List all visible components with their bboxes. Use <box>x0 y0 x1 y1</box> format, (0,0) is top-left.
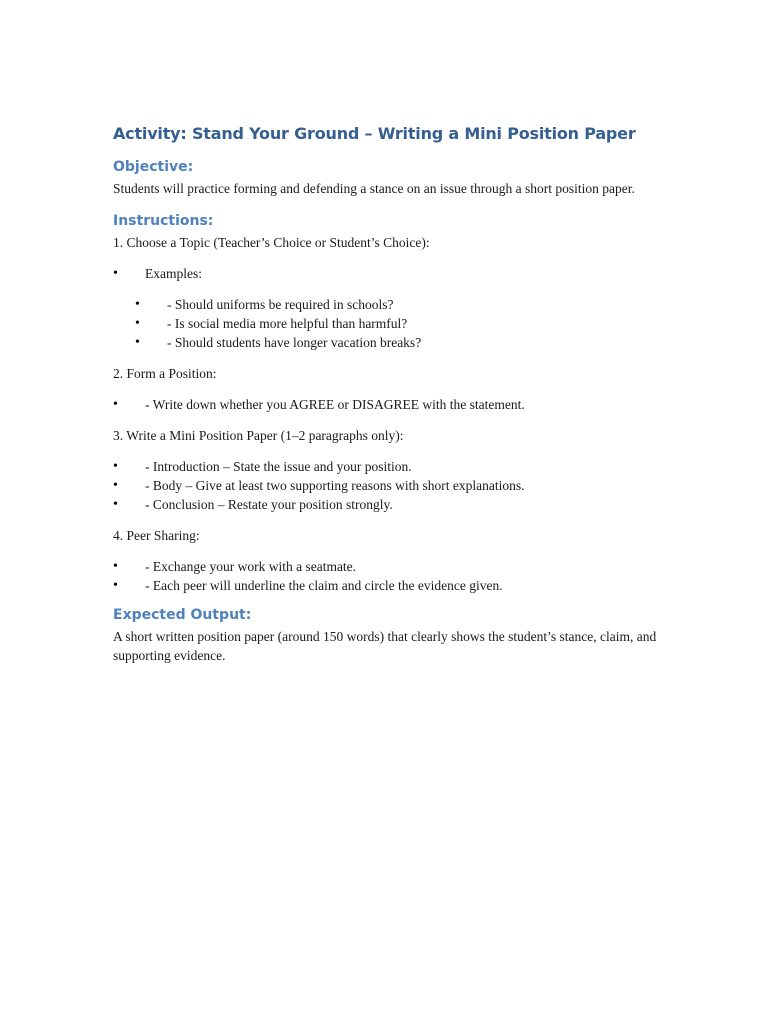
list-item <box>113 495 658 514</box>
step-4-label: 4. Peer Sharing: <box>113 527 200 543</box>
list-item-text: - Body – Give at least two supporting reasons with short explanations. <box>145 477 525 493</box>
step-3-label: 3. Write a Mini Position Paper (1–2 paragraphs only): <box>113 427 404 443</box>
bullet-icon: • <box>113 558 118 574</box>
bullet-icon: • <box>135 315 140 331</box>
instructions-heading: Instructions: <box>113 212 214 229</box>
step-4-bullet-list <box>113 557 658 595</box>
list-item-text: - Exchange your work with a seatmate. <box>145 558 357 574</box>
expected-output-text: A short written position paper (around 150 words) that clearly shows the student’s stance, claim, and supporting evidence. <box>113 628 657 663</box>
document-body <box>113 124 658 680</box>
list-item-text: - Each peer will underline the claim and circle the evidence given. <box>145 577 503 593</box>
list-item <box>113 314 658 333</box>
step-1-sub-bullet-list <box>113 295 658 352</box>
list-item <box>113 476 658 495</box>
bullet-icon: • <box>113 265 118 281</box>
step-3-bullet-list <box>113 457 658 514</box>
list-item <box>113 557 658 576</box>
list-item-text: Examples: <box>145 265 202 281</box>
list-item <box>113 457 658 476</box>
list-item <box>113 264 658 283</box>
list-item-text: - Is social media more helpful than harmful? <box>167 315 408 331</box>
bullet-icon: • <box>135 296 140 312</box>
list-item <box>113 333 658 352</box>
step-2-bullet-list <box>113 395 658 414</box>
list-item <box>113 295 658 314</box>
step-2-label: 2. Form a Position: <box>113 365 217 381</box>
step-1-label: 1. Choose a Topic (Teacher’s Choice or Student’s Choice): <box>113 234 430 250</box>
bullet-icon: • <box>113 396 118 412</box>
list-item <box>113 576 658 595</box>
bullet-icon: • <box>135 334 140 350</box>
list-item-text: - Introduction – State the issue and your position. <box>145 458 412 474</box>
expected-output-heading: Expected Output: <box>113 606 252 623</box>
bullet-icon: • <box>113 458 118 474</box>
bullet-icon: • <box>113 577 118 593</box>
list-item-text: - Write down whether you AGREE or DISAGREE with the statement. <box>145 396 525 412</box>
bullet-icon: • <box>113 477 118 493</box>
objective-heading: Objective: <box>113 159 194 175</box>
page-title: Activity: Stand Your Ground – Writing a Mini Position Paper <box>113 124 636 143</box>
list-item-text: - Should uniforms be required in schools? <box>167 296 394 312</box>
list-item-text: - Should students have longer vacation breaks? <box>167 334 422 350</box>
list-item <box>113 395 658 414</box>
objective-text: Students will practice forming and defending a stance on an issue through a short position paper. <box>113 181 635 196</box>
bullet-icon: • <box>113 496 118 512</box>
list-item-text: - Conclusion – Restate your position strongly. <box>145 496 393 512</box>
step-1-bullet-list <box>113 264 658 283</box>
